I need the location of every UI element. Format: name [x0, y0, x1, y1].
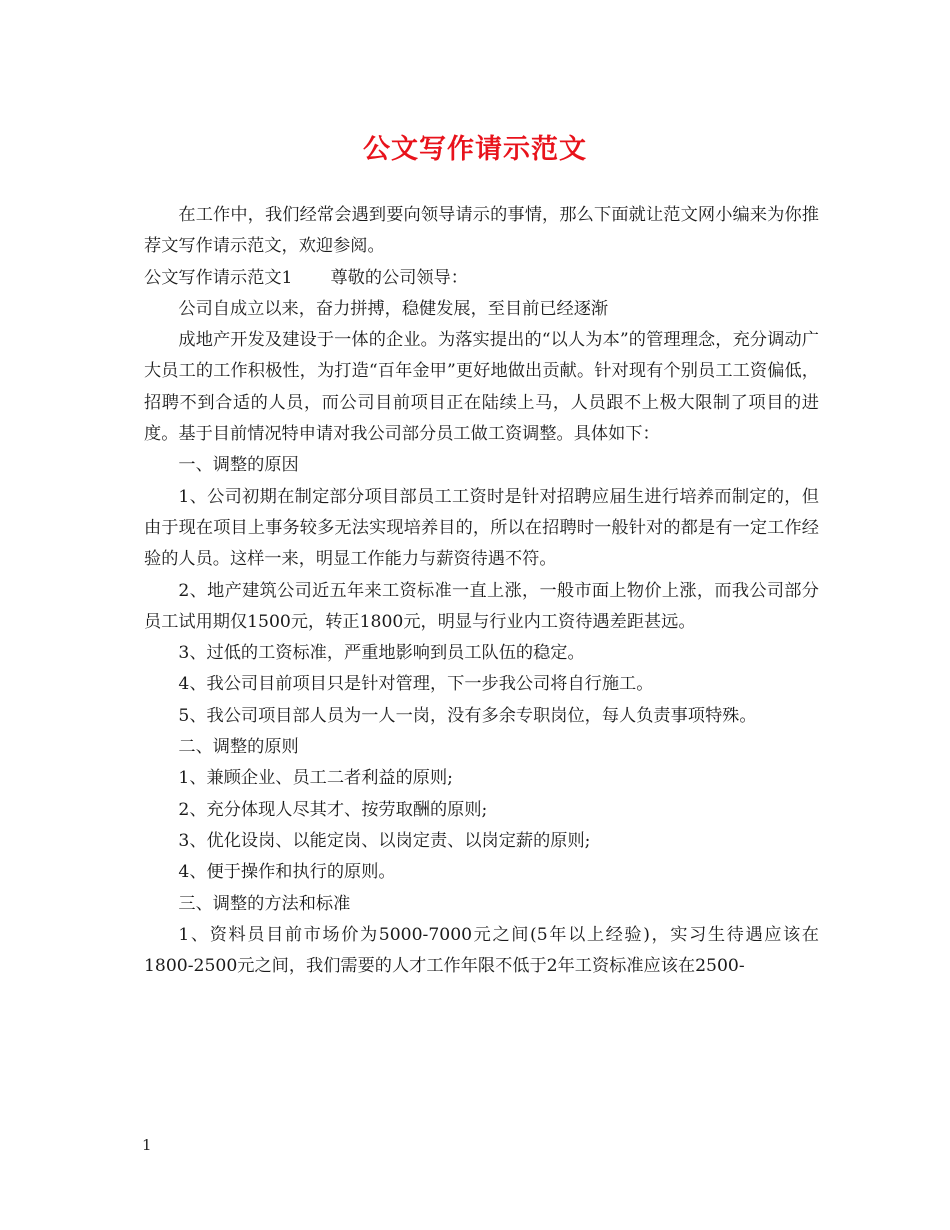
body-paragraph: 3、优化设岗、以能定岗、以岗定责、以岗定薪的原则; — [178, 830, 591, 851]
intro-paragraph: 在工作中，我们经常会遇到要向领导请示的事情，那么下面就让范文网小编来为你推荐文写作请示范文，欢迎参阅。 — [144, 205, 819, 257]
example-heading-line — [144, 263, 819, 294]
greeting: 尊敬的公司领导： — [330, 267, 468, 288]
example-label: 公文写作请示范文1 — [144, 267, 293, 288]
body-paragraph: 成地产开发及建设于一体的企业。为落实提出的“以人为本”的管理理念，充分调动广大员工的工作积极性，为打造“百年金甲”更好地做出贡献。针对现有个别员工工资偏低，招聘不到合适的人员，而公司目前项目正在陆续上马，人员跟不上极大限制了项目的进度。基于目前情况特申请对我公司部分员工做工资调整。具体如下： — [144, 330, 819, 445]
body-paragraph: 1、兼顾企业、员工二者利益的原则; — [178, 768, 453, 789]
body-paragraph: 2、地产建筑公司近五年来工资标准一直上涨，一般市面上物价上涨，而我公司部分员工试用期仅1500元，转正1800元，明显与行业内工资待遇差距甚远。 — [144, 580, 819, 632]
document-title: 公文写作请示范文 — [363, 134, 587, 165]
document-body — [144, 200, 819, 982]
body-paragraph: 公司自成立以来，奋力拼搏，稳健发展，至目前已经逐渐 — [178, 298, 609, 319]
body-paragraph: 1、资料员目前市场价为5000-7000元之间(5年以上经验)，实习生待遇应该在1800-2500元之间，我们需要的人才工作年限不低于2年工资标准应该在2500- — [144, 924, 819, 977]
section-heading: 一、调整的原因 — [178, 455, 299, 476]
body-paragraph: 4、便于操作和执行的原则。 — [178, 862, 396, 883]
page-number: 1 — [142, 1136, 152, 1154]
body-paragraph: 3、过低的工资标准，严重地影响到员工队伍的稳定。 — [178, 643, 585, 664]
body-paragraph: 4、我公司目前项目只是针对管理，下一步我公司将自行施工。 — [178, 674, 654, 695]
body-paragraph: 1、公司初期在制定部分项目部员工工资时是针对招聘应届生进行培养而制定的，但由于现在项目上事务较多无法实现培养目的，所以在招聘时一般针对的都是有一定工作经验的人员。这样一来，明显工作能力与薪资待遇不符。 — [144, 486, 819, 570]
body-paragraph: 2、充分体现人尽其才、按劳取酬的原则; — [178, 799, 488, 820]
section-heading: 三、调整的方法和标准 — [178, 893, 351, 914]
section-heading: 二、调整的原则 — [178, 737, 299, 758]
body-paragraph: 5、我公司项目部人员为一人一岗，没有多余专职岗位，每人负责事项特殊。 — [178, 705, 757, 726]
